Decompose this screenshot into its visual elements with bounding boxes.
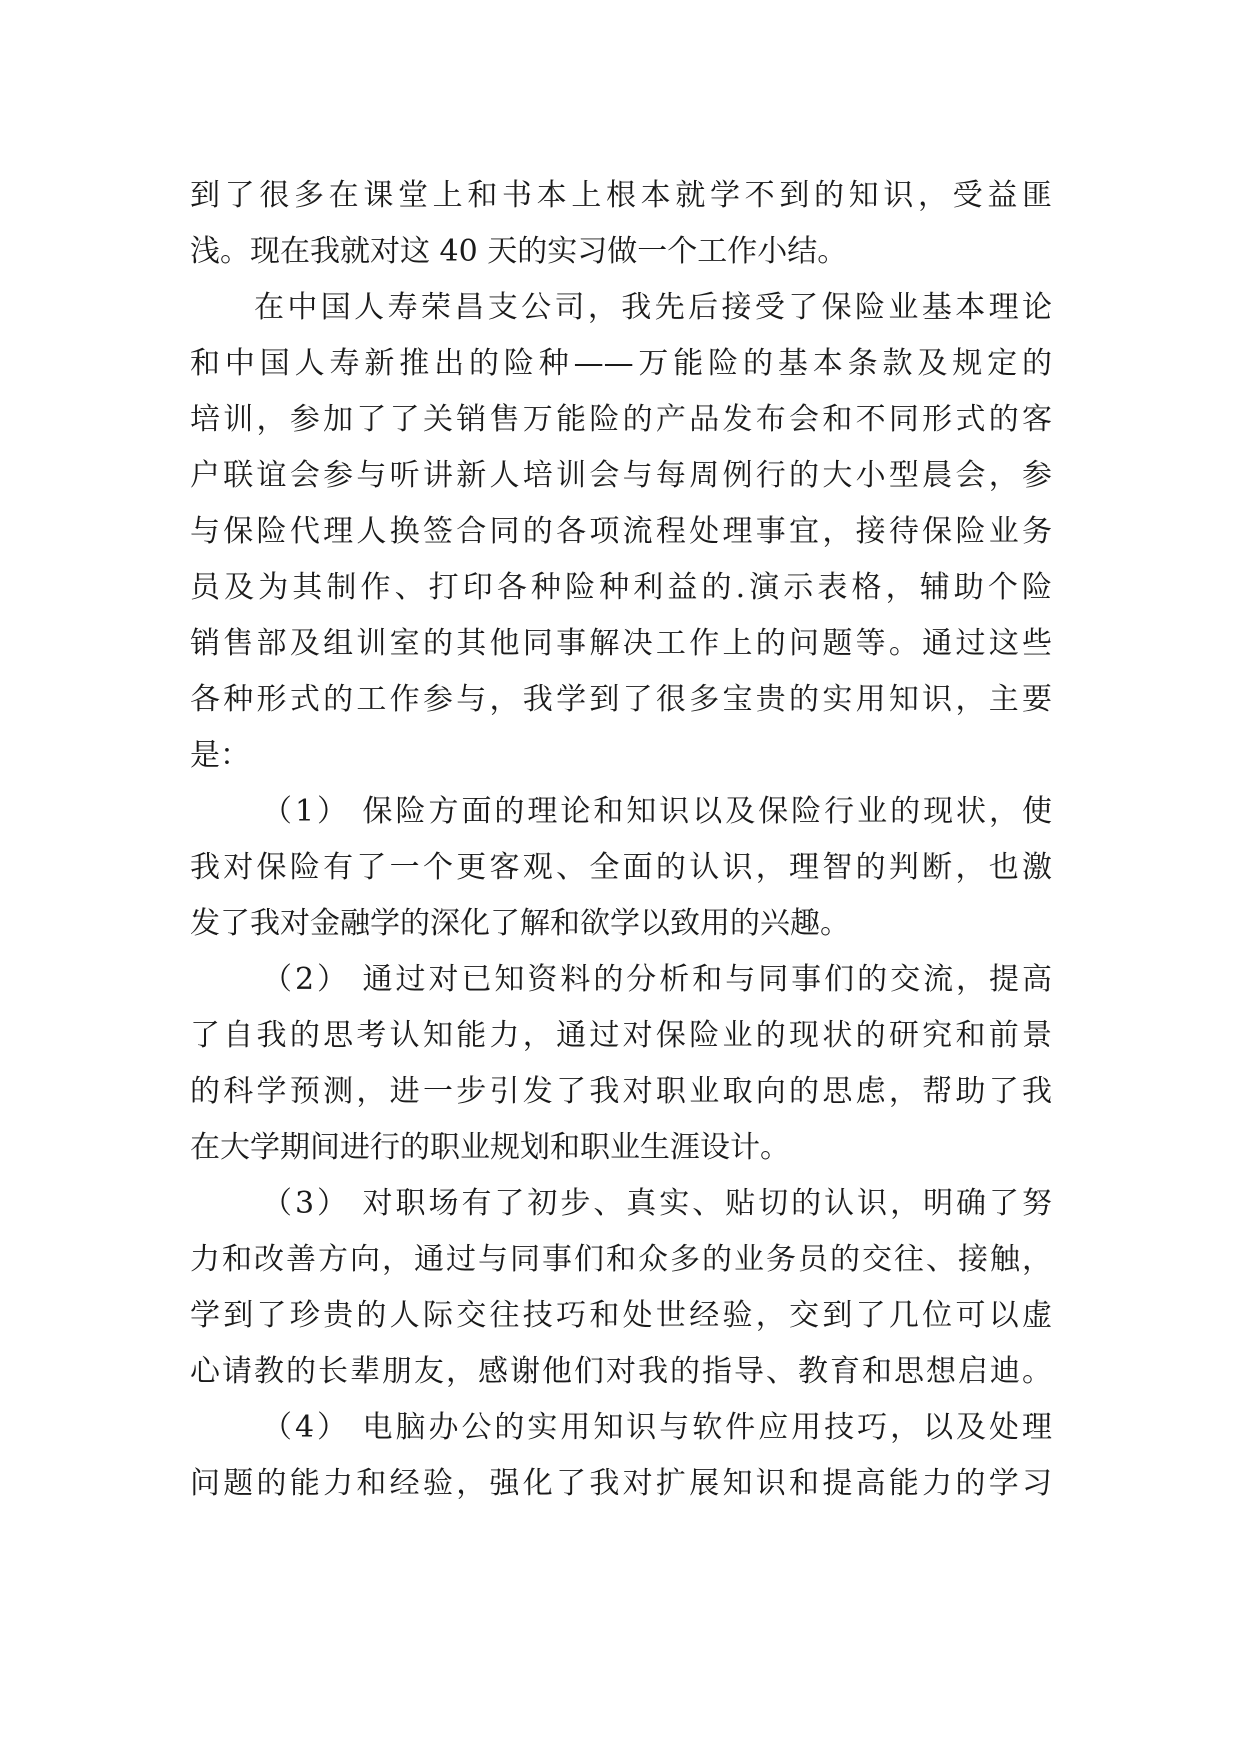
text-line: 是：	[190, 738, 250, 773]
text-line: 了自我的思考认知能力，通过对保险业的现状的研究和前景	[190, 1018, 1052, 1053]
list-item-3-first-line: （3） 对职场有了初步、真实、贴切的认识，明确了努	[262, 1186, 1052, 1221]
text-line: 各种形式的工作参与，我学到了很多宝贵的实用知识，主要	[190, 682, 1052, 717]
text-line: 问题的能力和经验，强化了我对扩展知识和提高能力的学习	[190, 1466, 1052, 1501]
list-item-1-first-line: （1） 保险方面的理论和知识以及保险行业的现状，使	[262, 794, 1052, 829]
text-line: 的科学预测，进一步引发了我对职业取向的思虑，帮助了我	[190, 1074, 1052, 1109]
text-line: 学到了珍贵的人际交往技巧和处世经验，交到了几位可以虚	[190, 1298, 1052, 1333]
text-line: 在大学期间进行的职业规划和职业生涯设计。	[190, 1130, 790, 1165]
text-line: 培训，参加了了关销售万能险的产品发布会和不同形式的客	[190, 402, 1052, 437]
list-item-2-first-line: （2） 通过对已知资料的分析和与同事们的交流，提高	[262, 962, 1052, 997]
text-line: 与保险代理人换签合同的各项流程处理事宜，接待保险业务	[190, 514, 1052, 549]
text-line: 我对保险有了一个更客观、全面的认识，理智的判断，也激	[190, 850, 1052, 885]
text-line: 员及为其制作、打印各种险种利益的.演示表格，辅助个险	[190, 570, 1052, 605]
text-line: 心请教的长辈朋友，感谢他们对我的指导、教育和思想启迪。	[190, 1354, 1052, 1389]
text-line: 销售部及组训室的其他同事解决工作上的问题等。通过这些	[190, 626, 1052, 661]
text-line: 力和改善方向，通过与同事们和众多的业务员的交往、接触，	[190, 1242, 1052, 1277]
text-line: 户联谊会参与听讲新人培训会与每周例行的大小型晨会，参	[190, 458, 1052, 493]
list-item-4-first-line: （4） 电脑办公的实用知识与软件应用技巧，以及处理	[262, 1410, 1052, 1445]
text-line: 和中国人寿新推出的险种——万能险的基本条款及规定的	[190, 346, 1052, 381]
text-line: 发了我对金融学的深化了解和欲学以致用的兴趣。	[190, 906, 850, 941]
text-line: 浅。现在我就对这 40 天的实习做一个工作小结。	[190, 234, 848, 269]
text-line: 到了很多在课堂上和书本上根本就学不到的知识，受益匪	[190, 178, 1052, 213]
paragraph-first-line: 在中国人寿荣昌支公司，我先后接受了保险业基本理论	[254, 290, 1052, 325]
